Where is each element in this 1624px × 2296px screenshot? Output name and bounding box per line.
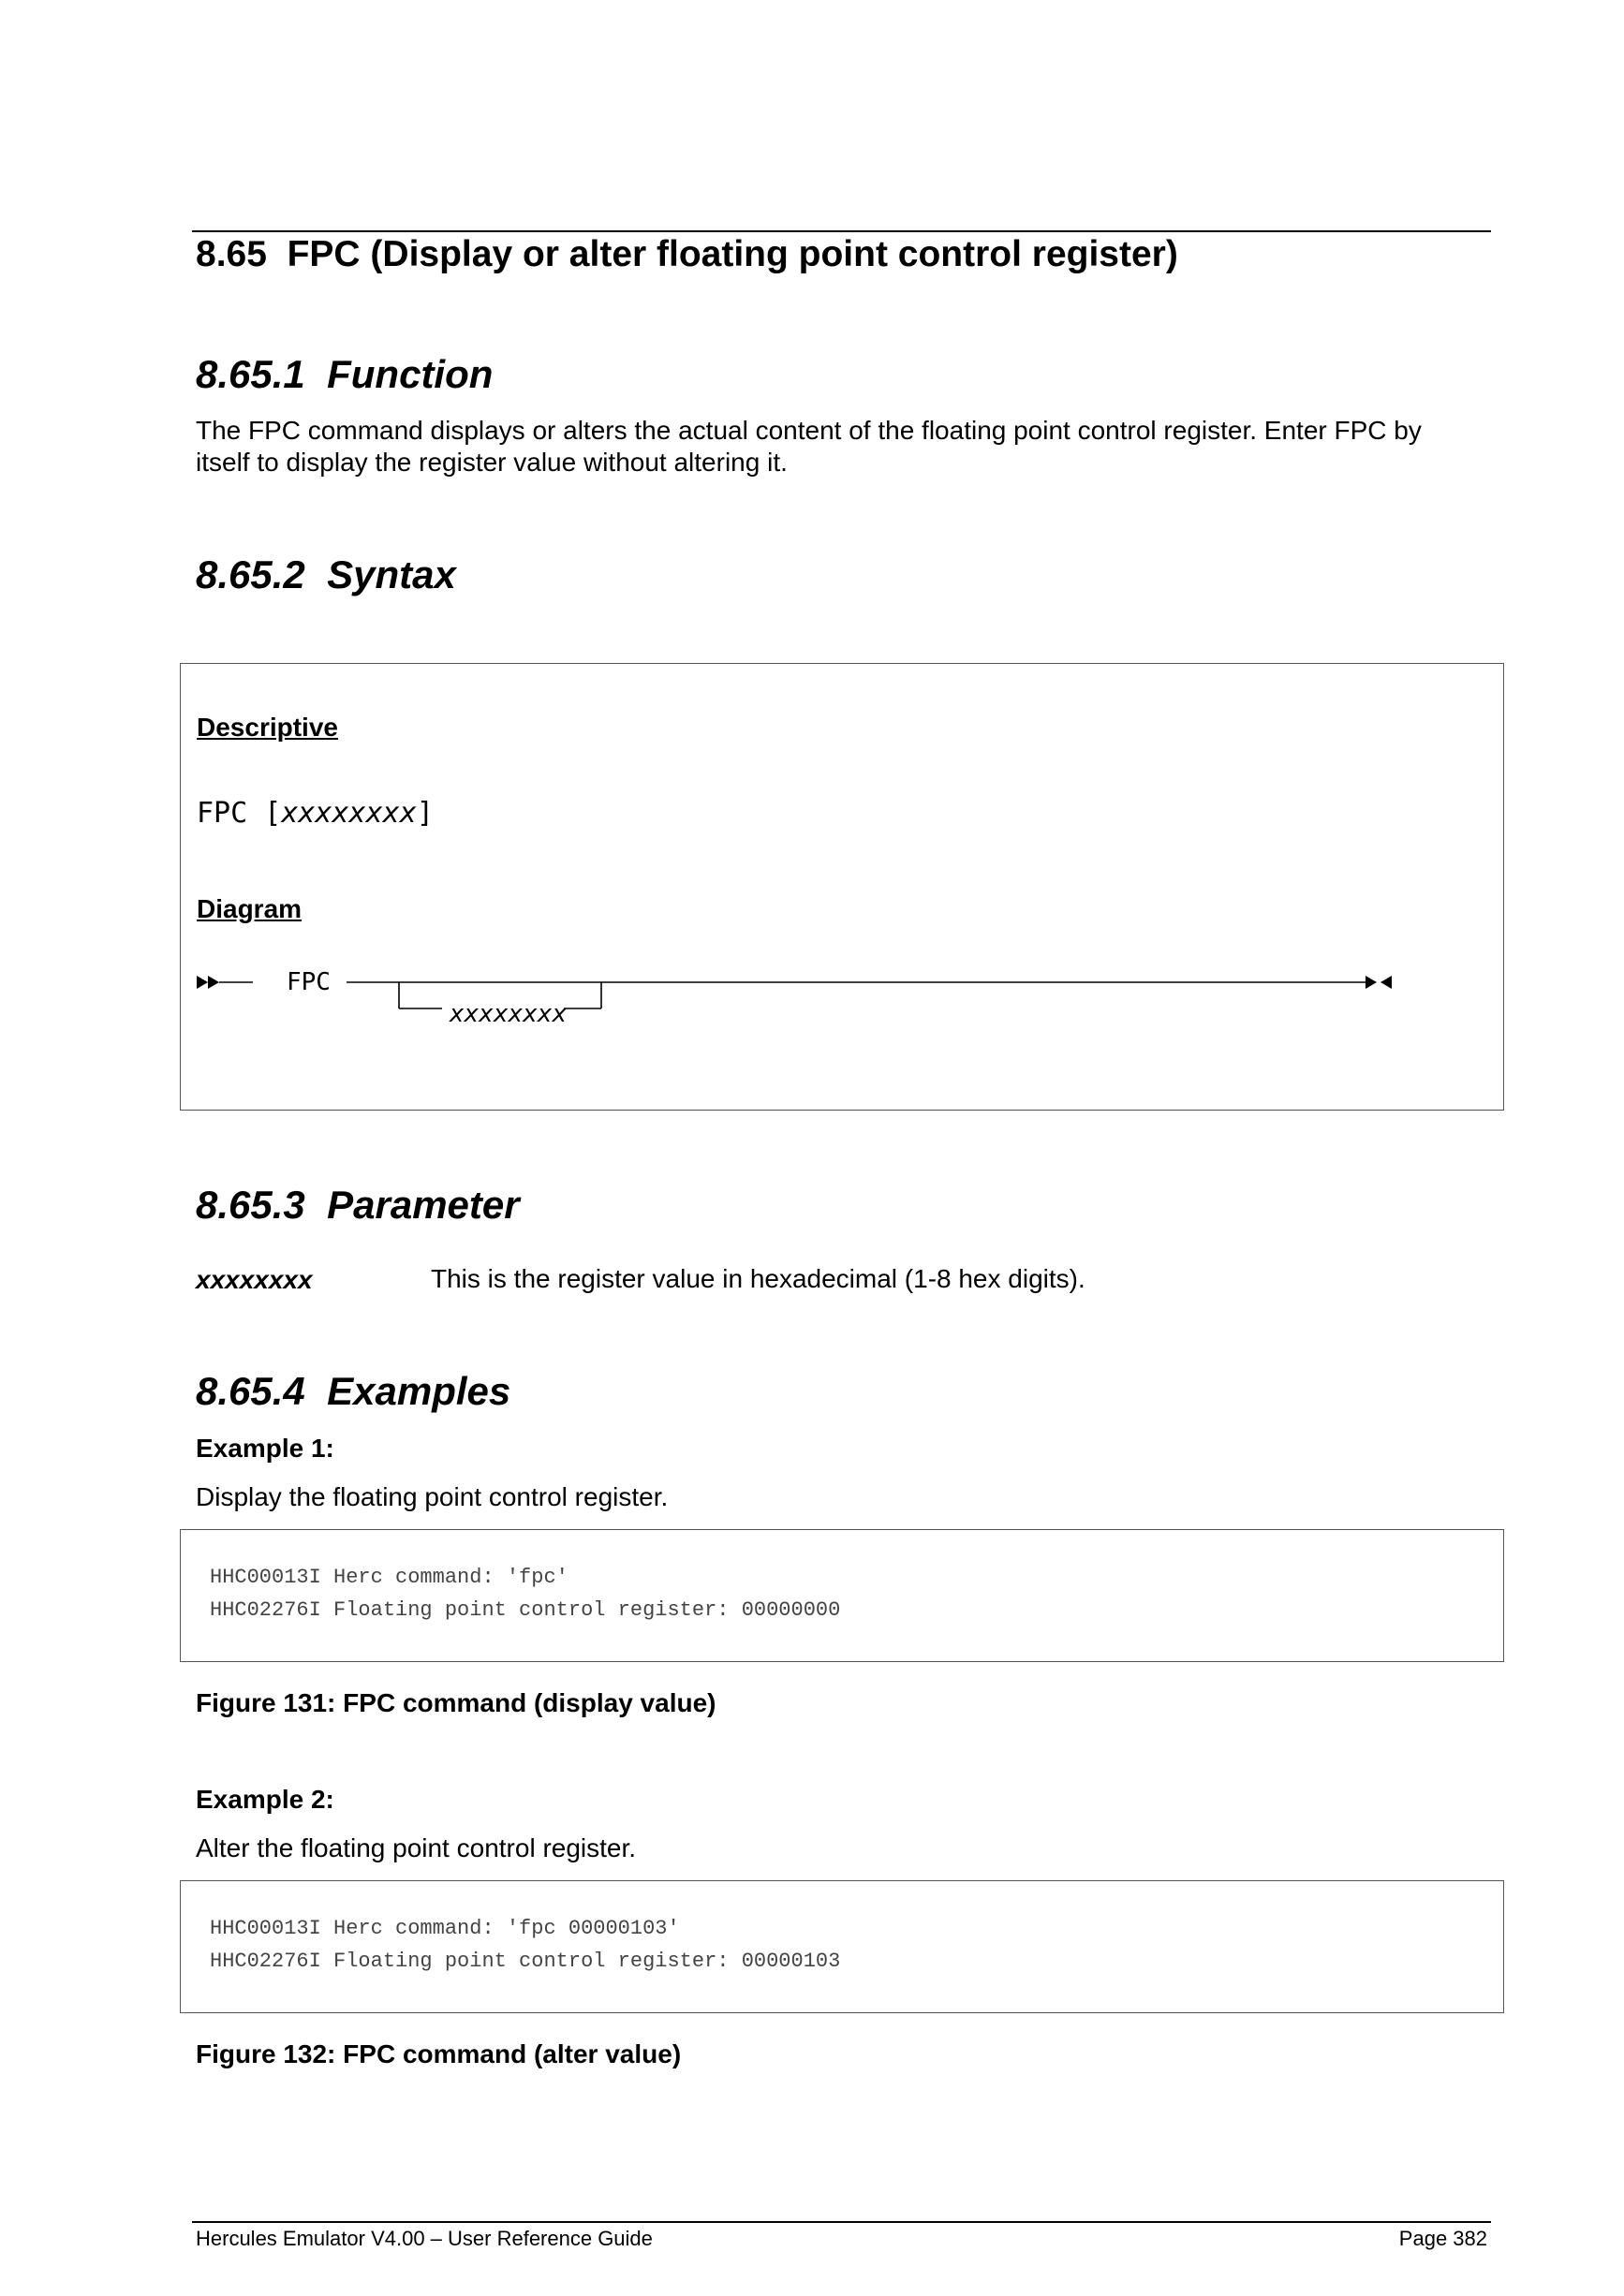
examples-heading — [196, 1369, 510, 1414]
syntax-argument: xxxxxxxx — [281, 797, 417, 830]
syntax-diagram — [197, 964, 1414, 1048]
diagram-label: Diagram — [197, 894, 303, 923]
example-1-label: Example 1: — [196, 1434, 334, 1463]
examples-title: Examples — [327, 1369, 511, 1413]
example-2-description: Alter the floating point control register. — [196, 1833, 637, 1862]
syntax-command: FPC — [197, 797, 248, 830]
example-1-line-2: HHC02276I Floating point control register: 00000000 — [210, 1598, 841, 1622]
footer-page-number: Page 382 — [1398, 2227, 1487, 2250]
syntax-box — [180, 663, 1504, 1111]
section-heading — [196, 234, 1178, 275]
example-2-label: Example 2: — [196, 1785, 334, 1814]
parameter-number: 8.65.3 — [196, 1183, 305, 1227]
footer-rule — [192, 2221, 1491, 2223]
parameter-title: Parameter — [327, 1183, 520, 1227]
section-title: FPC (Display or alter floating point control register) — [287, 234, 1178, 274]
descriptive-syntax: FPC [xxxxxxxx] — [197, 797, 434, 830]
descriptive-label: Descriptive — [197, 713, 338, 742]
syntax-diagram-lines — [197, 964, 1414, 1048]
example-2-line-1: HHC00013I Herc command: 'fpc 00000103' — [210, 1917, 680, 1940]
footer-title: Hercules Emulator V4.00 – User Reference Guide — [196, 2227, 653, 2250]
function-number: 8.65.1 — [196, 352, 305, 396]
diagram-argument: xxxxxxxx — [450, 1000, 568, 1028]
syntax-heading — [196, 552, 456, 597]
parameter-name: xxxxxxxx — [196, 1265, 313, 1294]
example-2-output-box — [180, 1880, 1504, 2013]
example-2-caption: Figure 132: FPC command (alter value) — [196, 2039, 682, 2068]
start-arrow-icon-2 — [208, 976, 219, 989]
syntax-number: 8.65.2 — [196, 552, 305, 596]
header-rule — [192, 230, 1491, 232]
example-1-description: Display the floating point control register. — [196, 1482, 669, 1511]
start-arrow-icon — [197, 976, 208, 989]
function-text: The FPC command displays or alters the actual content of the floating point control register. Enter FPC by itself to display the register value without altering it. — [196, 416, 1422, 477]
syntax-title: Syntax — [327, 552, 456, 596]
end-arrow-icon-2 — [1380, 976, 1392, 989]
end-arrow-icon — [1366, 976, 1377, 989]
example-1-caption: Figure 131: FPC command (display value) — [196, 1688, 716, 1717]
section-number: 8.65 — [196, 234, 267, 274]
examples-number: 8.65.4 — [196, 1369, 305, 1413]
function-heading — [196, 352, 493, 397]
function-title: Function — [327, 352, 494, 396]
example-2-line-2: HHC02276I Floating point control register: 00000103 — [210, 1950, 841, 1973]
example-1-line-1: HHC00013I Herc command: 'fpc' — [210, 1566, 568, 1589]
parameter-description: This is the register value in hexadecimal (1-8 hex digits). — [431, 1264, 1085, 1293]
parameter-heading — [196, 1183, 520, 1228]
diagram-command: FPC — [287, 968, 331, 996]
example-1-output-box — [180, 1529, 1504, 1662]
